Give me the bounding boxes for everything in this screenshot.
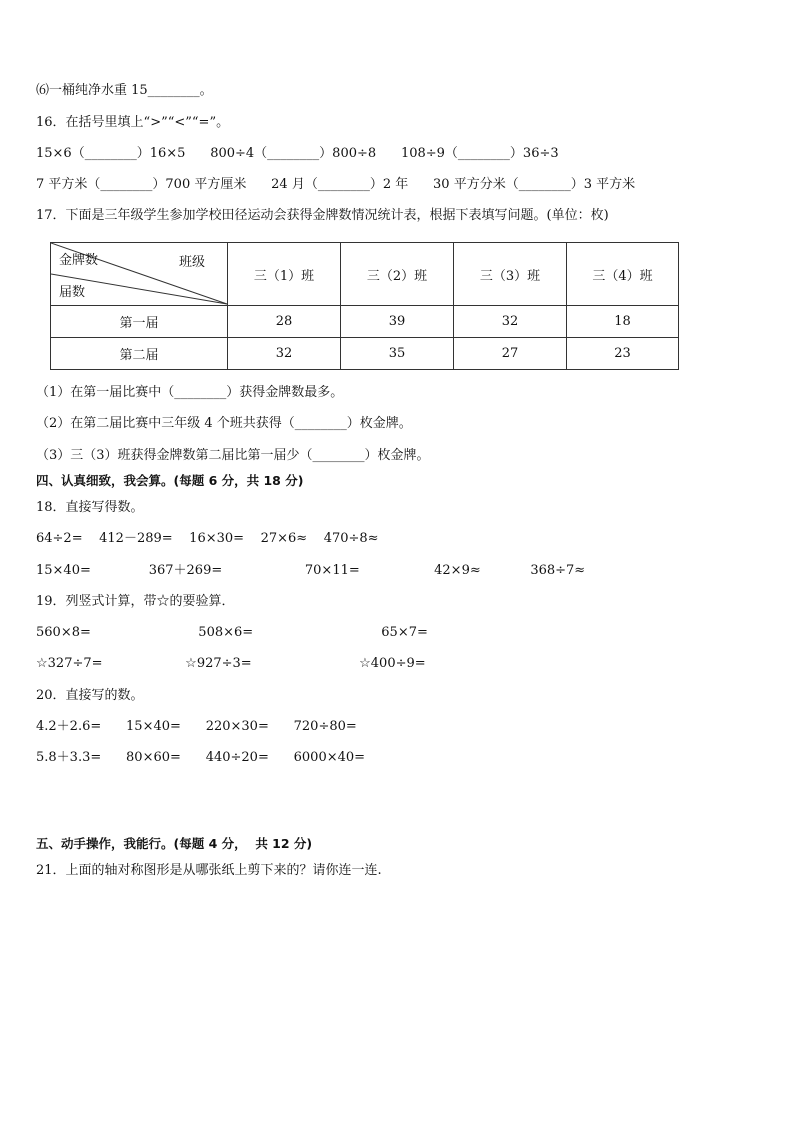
q19-title: 19．列竖式计算，带☆的要验算． — [36, 594, 235, 609]
q17-sub-3: （3）三（3）班获得金牌数第二届比第一届少（________）枚金牌。 — [36, 448, 430, 463]
q20-row-2: 5.8＋3.3= 80×60= 440÷20= 6000×40= — [36, 750, 366, 765]
table-cell: 18 — [567, 306, 679, 338]
row-label: 第一届 — [51, 306, 228, 338]
q18-row-2: 15×40= 367＋269= 70×11= 42×9≈ 368÷7≈ — [36, 563, 586, 578]
table-row — [51, 306, 679, 338]
q20-row-1: 4.2＋2.6= 15×40= 220×30= 720÷80= — [36, 719, 357, 734]
q19-row-1: 560×8= 508×6= 65×7= — [36, 625, 428, 640]
q16-title: 16．在括号里填上“>”“<”“=”。 — [36, 115, 230, 130]
section-5-heading: 五、动手操作，我能行。(每题 4 分， 共 12 分) — [36, 836, 313, 851]
q16-row-1: 15×6（________）16×5 800÷4（________）800÷8 108÷9（________）36÷3 — [36, 146, 559, 161]
q17-sub-2: （2）在第二届比赛中三年级 4 个班共获得（________）枚金牌。 — [36, 416, 412, 431]
q17-title: 17．下面是三年级学生参加学校田径运动会获得金牌数情况统计表，根据下表填写问题。(单位：枚) — [36, 208, 609, 223]
table-row — [51, 338, 679, 370]
table-cell: 27 — [454, 338, 567, 370]
q20-title: 20．直接写的数。 — [36, 688, 144, 703]
table-header-row — [51, 243, 679, 306]
corner-label-class: 班级 — [178, 255, 205, 270]
row-label: 第二届 — [51, 338, 228, 370]
column-header: 三（1）班 — [228, 243, 341, 306]
q18-title: 18．直接写得数。 — [36, 500, 144, 515]
column-header: 三（4）班 — [567, 243, 679, 306]
medal-stat-table — [50, 242, 679, 370]
column-header: 三（3）班 — [454, 243, 567, 306]
q17-sub-1: （1）在第一届比赛中（________）获得金牌数最多。 — [36, 385, 344, 400]
table-corner-cell — [51, 243, 228, 306]
q21-title: 21．上面的轴对称图形是从哪张纸上剪下来的？请你连一连. — [36, 863, 382, 878]
table-cell: 28 — [228, 306, 341, 338]
q16-row-2: 7 平方米（________）700 平方厘米 24 月（________）2 年 30 平方分米（________）3 平方米 — [36, 177, 636, 192]
q18-row-1: 64÷2= 412－289= 16×30= 27×6≈ 470÷8≈ — [36, 531, 379, 546]
section-4-heading: 四、认真细致，我会算。(每题 6 分，共 18 分) — [36, 473, 304, 488]
column-header: 三（2）班 — [341, 243, 454, 306]
q19-row-2: ☆327÷7= ☆927÷3= ☆400÷9= — [36, 656, 426, 671]
table-cell: 35 — [341, 338, 454, 370]
corner-label-medals: 金牌数 — [59, 253, 99, 268]
table-cell: 32 — [454, 306, 567, 338]
table-cell: 39 — [341, 306, 454, 338]
table-cell: 32 — [228, 338, 341, 370]
table-cell: 23 — [567, 338, 679, 370]
corner-label-session: 届数 — [59, 285, 86, 300]
q15-6-line: ⑹一桶纯净水重 15________。 — [36, 83, 213, 98]
